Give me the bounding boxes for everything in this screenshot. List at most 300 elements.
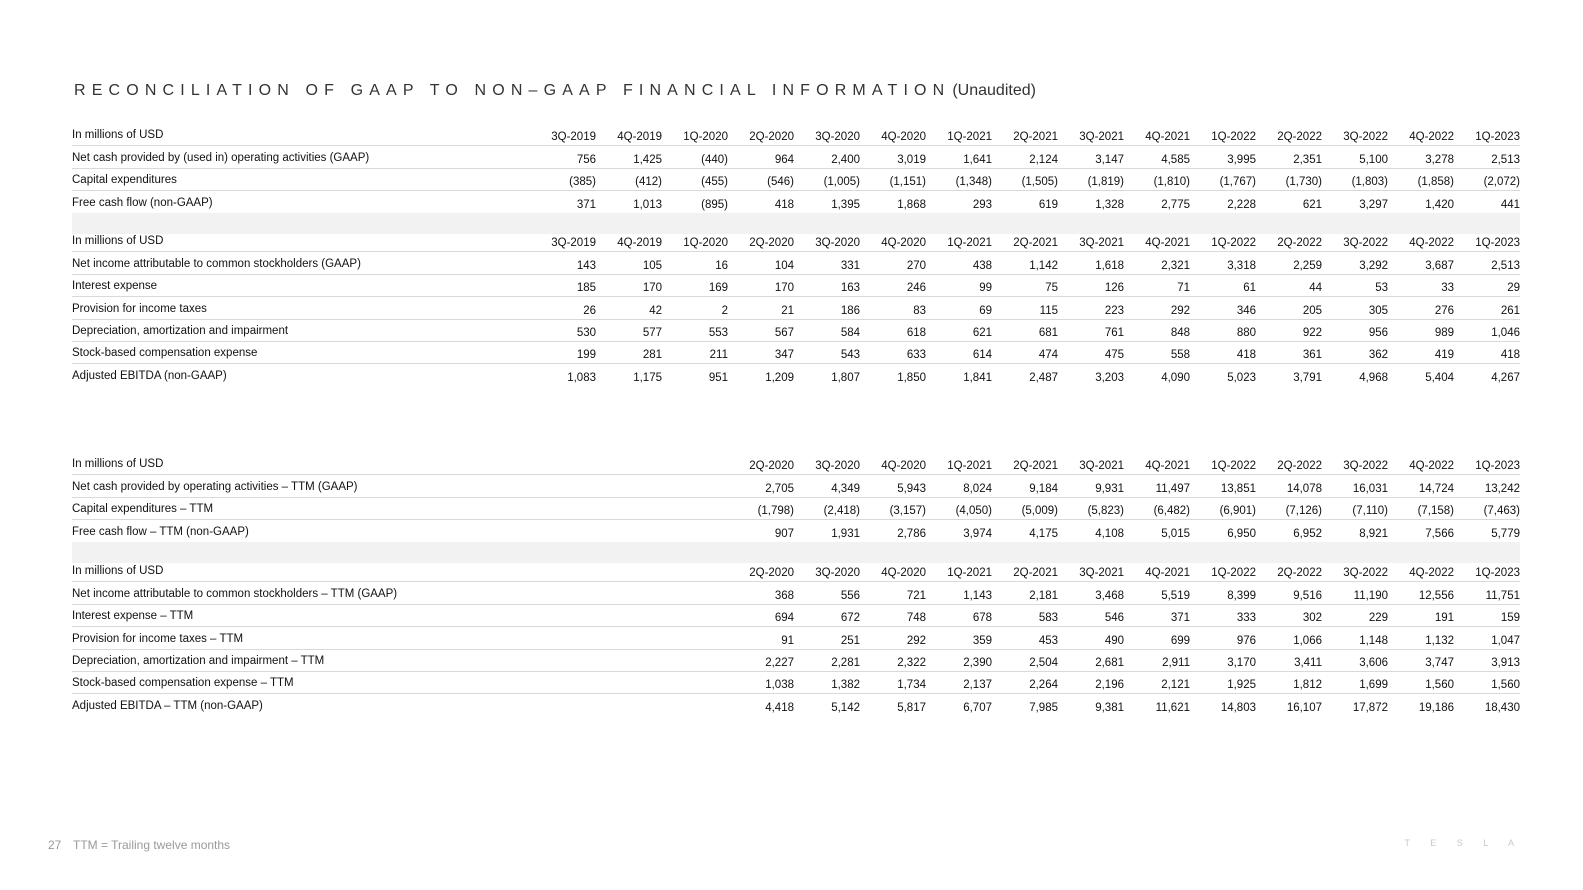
row-values xyxy=(728,657,1520,669)
row-label: Stock-based compensation expense – TTM xyxy=(72,677,294,690)
table-cell: 4Q-2022 xyxy=(1409,460,1454,473)
table-cell: 4,585 xyxy=(1161,153,1190,166)
table-cell: 205 xyxy=(1302,304,1322,317)
table-cell: 2,487 xyxy=(1029,371,1058,384)
table-cell: 4,108 xyxy=(1095,527,1124,540)
table-cell: (4,050) xyxy=(955,505,992,518)
table-cell: 7,566 xyxy=(1425,527,1454,540)
row-label: In millions of USD xyxy=(72,129,164,142)
table-cell: 2,911 xyxy=(1162,656,1190,669)
table-cell: 619 xyxy=(1038,198,1058,211)
table-cell: 1Q-2022 xyxy=(1211,131,1256,144)
table-cell: 11,621 xyxy=(1155,701,1190,714)
table-cell: 331 xyxy=(840,259,860,272)
table-cell: 2,124 xyxy=(1029,153,1058,166)
table-cell: (5,823) xyxy=(1087,505,1124,518)
table-cell: 2,321 xyxy=(1161,259,1190,272)
table-cell: 2Q-2021 xyxy=(1013,131,1058,144)
table-cell: 2Q-2020 xyxy=(749,237,794,250)
table-cell: 199 xyxy=(576,349,596,362)
table-cell: 2,390 xyxy=(963,656,992,669)
table-cell: 16,031 xyxy=(1352,482,1388,495)
table-cell: 1,143 xyxy=(963,589,992,602)
table-cell: 26 xyxy=(583,304,596,317)
table-cell: 11,751 xyxy=(1485,589,1520,602)
table-cell: 1Q-2023 xyxy=(1475,131,1520,144)
table-cell: 251 xyxy=(840,634,860,647)
table-cell: 13,851 xyxy=(1220,482,1256,495)
row-label: Depreciation, amortization and impairment xyxy=(72,324,289,337)
table-cell: 1,560 xyxy=(1491,679,1520,692)
table-cell: 2Q-2022 xyxy=(1277,460,1322,473)
table-cell: 907 xyxy=(774,527,794,540)
table-adjusted-ebitda xyxy=(72,230,1520,386)
table-cell: 2Q-2021 xyxy=(1013,237,1058,250)
table-cell: 5,404 xyxy=(1425,371,1454,384)
table-cell: 922 xyxy=(1302,326,1322,339)
table-cell: 11,497 xyxy=(1155,482,1190,495)
row-label: Adjusted EBITDA – TTM (non-GAAP) xyxy=(72,699,263,712)
table-cell: 29 xyxy=(1507,282,1520,295)
table-cell: 3,468 xyxy=(1095,589,1124,602)
table-header-row xyxy=(72,453,1520,475)
table-cell: 3Q-2020 xyxy=(815,567,860,580)
table-cell: (6,482) xyxy=(1153,505,1190,518)
table-cell: 126 xyxy=(1104,282,1124,295)
table-cell: 261 xyxy=(1500,304,1520,317)
table-row xyxy=(72,252,1520,274)
table-cell: 292 xyxy=(906,634,926,647)
table-cell: 2,227 xyxy=(765,656,794,669)
table-cell: 143 xyxy=(576,259,596,272)
table-cell: 699 xyxy=(1170,634,1190,647)
table-cell: (1,151) xyxy=(889,176,926,189)
table-cell: 223 xyxy=(1104,304,1124,317)
table-cell: 1Q-2021 xyxy=(947,131,992,144)
table-cell: 11,190 xyxy=(1353,589,1388,602)
row-label: Interest expense – TTM xyxy=(72,610,194,623)
table-cell: 83 xyxy=(913,304,926,317)
table-row xyxy=(72,169,1520,191)
table-cell: 4Q-2021 xyxy=(1145,460,1190,473)
table-cell: 276 xyxy=(1434,304,1454,317)
table-cell: 5,943 xyxy=(897,482,926,495)
table-cell: 1,699 xyxy=(1359,679,1388,692)
table-cell: 4Q-2020 xyxy=(881,131,926,144)
table-cell: 4Q-2022 xyxy=(1409,237,1454,250)
table-cell: 1Q-2023 xyxy=(1475,567,1520,580)
table-row xyxy=(72,520,1520,541)
row-label: Free cash flow (non-GAAP) xyxy=(72,196,213,209)
table-cell: 2,775 xyxy=(1161,198,1190,211)
table-cell: (895) xyxy=(701,198,728,211)
table-cell: 621 xyxy=(972,326,992,339)
table-cell: 1Q-2023 xyxy=(1475,237,1520,250)
table-cell: 1,148 xyxy=(1359,634,1388,647)
table-cell: 12,556 xyxy=(1418,589,1454,602)
table-cell: 6,952 xyxy=(1293,527,1322,540)
table-cell: 1,560 xyxy=(1425,679,1454,692)
table-cell: 756 xyxy=(576,153,596,166)
table-cell: (1,858) xyxy=(1417,176,1454,189)
table-cell: 4Q-2019 xyxy=(617,237,662,250)
row-values xyxy=(530,260,1520,272)
row-values xyxy=(530,131,1520,143)
table-cell: 2,281 xyxy=(831,656,860,669)
row-label: Provision for income taxes xyxy=(72,302,207,315)
table-cell: 3Q-2022 xyxy=(1343,567,1388,580)
table-cell: 3Q-2020 xyxy=(815,131,860,144)
table-cell: (385) xyxy=(569,176,596,189)
table-cell: 293 xyxy=(972,198,992,211)
table-cell: 14,724 xyxy=(1418,482,1454,495)
table-cell: 3,170 xyxy=(1227,656,1256,669)
table-cell: 16 xyxy=(715,259,728,272)
table-cell: 1,175 xyxy=(633,371,662,384)
table-cell: 1,850 xyxy=(897,371,926,384)
table-cell: 1Q-2021 xyxy=(947,567,992,580)
table-cell: 1,807 xyxy=(831,371,860,384)
footer-note: TTM = Trailing twelve months xyxy=(73,838,231,852)
table-cell: 9,516 xyxy=(1293,589,1322,602)
table-cell: (546) xyxy=(767,176,794,189)
table-cell: 1,812 xyxy=(1293,679,1322,692)
page-title xyxy=(74,82,1036,100)
table-cell: (455) xyxy=(701,176,728,189)
table-cell: 475 xyxy=(1104,349,1124,362)
table-cell: 9,184 xyxy=(1029,482,1058,495)
table-cell: 5,779 xyxy=(1491,527,1520,540)
table-cell: (2,072) xyxy=(1483,176,1520,189)
table-row xyxy=(72,582,1520,604)
table-cell: 1Q-2020 xyxy=(683,131,728,144)
table-cell: 1Q-2022 xyxy=(1211,237,1256,250)
table-cell: 75 xyxy=(1045,282,1058,295)
table-cell: (7,126) xyxy=(1285,505,1322,518)
table-cell: 1Q-2023 xyxy=(1475,460,1520,473)
row-values xyxy=(728,635,1520,647)
row-values xyxy=(530,199,1520,211)
table-cell: (440) xyxy=(701,153,728,166)
table-cell: (1,803) xyxy=(1351,176,1388,189)
table-cell: 3,974 xyxy=(963,527,992,540)
tesla-logo: T E S L A xyxy=(1404,838,1523,848)
table-cell: 8,921 xyxy=(1359,527,1388,540)
table-cell: 474 xyxy=(1038,349,1058,362)
row-label: Net income attributable to common stockholders – TTM (GAAP) xyxy=(72,587,398,600)
table-cell: 721 xyxy=(906,589,926,602)
table-cell: 558 xyxy=(1170,349,1190,362)
table-cell: 3Q-2022 xyxy=(1343,460,1388,473)
table-cell: (3,157) xyxy=(889,505,926,518)
table-cell: 69 xyxy=(979,304,992,317)
table-cell: 2Q-2020 xyxy=(749,567,794,580)
table-cell: (1,819) xyxy=(1087,176,1124,189)
table-cell: 333 xyxy=(1236,612,1256,625)
table-cell: (7,110) xyxy=(1352,505,1388,518)
table-cell: 1,038 xyxy=(765,679,794,692)
table-cell: 761 xyxy=(1104,326,1124,339)
row-values xyxy=(728,460,1520,472)
table-cell: 4Q-2019 xyxy=(617,131,662,144)
table-cell: 2Q-2022 xyxy=(1277,237,1322,250)
table-cell: 191 xyxy=(1434,612,1454,625)
table-cell: (1,798) xyxy=(757,505,794,518)
table-cell: 621 xyxy=(1302,198,1322,211)
table-cell: 3,019 xyxy=(897,153,926,166)
table-cell: 14,803 xyxy=(1220,701,1256,714)
table-cell: 14,078 xyxy=(1286,482,1322,495)
table-cell: 748 xyxy=(906,612,926,625)
table-cell: 681 xyxy=(1038,326,1058,339)
table-cell: 4,418 xyxy=(765,701,794,714)
row-label: Net cash provided by (used in) operating activities (GAAP) xyxy=(72,151,370,164)
row-label: Net cash provided by operating activities – TTM (GAAP) xyxy=(72,480,358,493)
table-cell: 2,786 xyxy=(897,527,926,540)
row-label: Net income attributable to common stockholders (GAAP) xyxy=(72,257,361,270)
table-cell: 2,513 xyxy=(1491,153,1520,166)
table-cell: 618 xyxy=(906,326,926,339)
row-label: Depreciation, amortization and impairment – TTM xyxy=(72,654,325,667)
table-cell: 4,175 xyxy=(1029,527,1058,540)
table-row xyxy=(72,364,1520,385)
table-cell: 418 xyxy=(774,198,794,211)
row-label: Adjusted EBITDA (non-GAAP) xyxy=(72,369,227,382)
table-cell: 418 xyxy=(1236,349,1256,362)
table-cell: 3Q-2022 xyxy=(1343,131,1388,144)
table-row xyxy=(72,650,1520,672)
title-subtitle: (Unaudited) xyxy=(952,82,1036,99)
table-cell: 1Q-2022 xyxy=(1211,460,1256,473)
table-cell: 371 xyxy=(576,198,596,211)
table-cell: 2,228 xyxy=(1227,198,1256,211)
table-cell: 5,519 xyxy=(1161,589,1190,602)
table-cell: 2,121 xyxy=(1161,679,1190,692)
table-cell: 4Q-2020 xyxy=(881,460,926,473)
table-cell: 530 xyxy=(576,326,596,339)
row-values xyxy=(530,372,1520,384)
table-cell: 1,132 xyxy=(1425,634,1454,647)
table-cell: 5,015 xyxy=(1161,527,1190,540)
row-label: In millions of USD xyxy=(72,235,164,248)
table-cell: (6,901) xyxy=(1219,505,1256,518)
row-label: Interest expense xyxy=(72,280,158,293)
table-cell: 880 xyxy=(1236,326,1256,339)
table-cell: 1,420 xyxy=(1425,198,1454,211)
table-cell: 211 xyxy=(709,349,728,362)
table-cell: (7,463) xyxy=(1483,505,1520,518)
table-cell: 281 xyxy=(642,349,662,362)
table-cell: 976 xyxy=(1236,634,1256,647)
row-values xyxy=(728,567,1520,579)
table-cell: 347 xyxy=(774,349,794,362)
table-cell: 1,734 xyxy=(897,679,926,692)
row-values xyxy=(530,305,1520,317)
table-cell: 1,209 xyxy=(765,371,794,384)
table-cell: 1,328 xyxy=(1095,198,1124,211)
table-cell: 185 xyxy=(576,282,596,295)
row-values xyxy=(530,349,1520,361)
table-cell: 567 xyxy=(774,326,794,339)
row-label: In millions of USD xyxy=(72,565,164,578)
table-header-row xyxy=(72,124,1520,146)
table-cell: 4,090 xyxy=(1161,371,1190,384)
row-values xyxy=(530,327,1520,339)
row-label: Provision for income taxes – TTM xyxy=(72,632,244,645)
row-values xyxy=(728,612,1520,624)
table-cell: (7,158) xyxy=(1417,505,1454,518)
table-cell: 3Q-2020 xyxy=(815,460,860,473)
table-cell: 1,066 xyxy=(1293,634,1322,647)
table-cell: 6,950 xyxy=(1227,527,1256,540)
table-cell: 577 xyxy=(642,326,662,339)
table-cell: 1,925 xyxy=(1227,679,1256,692)
table-cell: 3Q-2021 xyxy=(1079,237,1124,250)
table-cell: 99 xyxy=(979,282,992,295)
table-cell: 3,791 xyxy=(1293,371,1322,384)
table-cell: 1,013 xyxy=(633,198,662,211)
table-row xyxy=(72,672,1520,694)
table-free-cash-flow xyxy=(72,124,1520,234)
table-cell: 105 xyxy=(642,259,662,272)
table-cell: 3Q-2021 xyxy=(1079,131,1124,144)
table-cell: 4Q-2020 xyxy=(881,237,926,250)
table-cell: 553 xyxy=(708,326,728,339)
table-cell: 2,322 xyxy=(897,656,926,669)
table-cell: 1,425 xyxy=(633,153,662,166)
table-cell: 61 xyxy=(1243,282,1256,295)
title-text: RECONCILIATION OF GAAP TO NON–GAAP FINANCIAL INFORMATION xyxy=(74,82,951,99)
table-cell: 2,137 xyxy=(963,679,992,692)
table-cell: 170 xyxy=(642,282,662,295)
table-cell: (412) xyxy=(635,176,662,189)
table-cell: 3,687 xyxy=(1425,259,1454,272)
table-row xyxy=(72,146,1520,168)
table-cell: 848 xyxy=(1170,326,1190,339)
table-cell: 441 xyxy=(1500,198,1520,211)
table-cell: 170 xyxy=(774,282,794,295)
table-cell: 3,606 xyxy=(1359,656,1388,669)
table-cell: 556 xyxy=(840,589,860,602)
table-cell: 1Q-2021 xyxy=(947,237,992,250)
table-cell: 4Q-2021 xyxy=(1145,237,1190,250)
table-row xyxy=(72,320,1520,342)
row-values xyxy=(530,176,1520,188)
table-row xyxy=(72,694,1520,715)
table-cell: 17,872 xyxy=(1352,701,1388,714)
row-label: Free cash flow – TTM (non-GAAP) xyxy=(72,525,249,538)
table-row xyxy=(72,297,1520,319)
table-cell: 42 xyxy=(649,304,662,317)
table-cell: 3,411 xyxy=(1294,656,1322,669)
table-cell: 2Q-2021 xyxy=(1013,567,1058,580)
table-cell: 1,618 xyxy=(1095,259,1124,272)
table-cell: 1,868 xyxy=(897,198,926,211)
table-cell: 543 xyxy=(840,349,860,362)
table-cell: 8,399 xyxy=(1227,589,1256,602)
footer xyxy=(48,838,230,852)
table-cell: 989 xyxy=(1434,326,1454,339)
table-cell: 2,400 xyxy=(831,153,860,166)
table-cell: 3,913 xyxy=(1491,656,1520,669)
table-cell: 1,931 xyxy=(831,527,860,540)
table-adjusted-ebitda-ttm xyxy=(72,560,1520,716)
table-cell: 5,817 xyxy=(897,701,926,714)
table-cell: 956 xyxy=(1368,326,1388,339)
table-cell: 4Q-2021 xyxy=(1145,131,1190,144)
table-cell: 229 xyxy=(1368,612,1388,625)
table-cell: 2,259 xyxy=(1293,259,1322,272)
table-cell: 438 xyxy=(972,259,992,272)
table-cell: 2Q-2022 xyxy=(1277,131,1322,144)
table-cell: 3,995 xyxy=(1227,153,1256,166)
table-cell: 2,513 xyxy=(1491,259,1520,272)
table-cell: 5,142 xyxy=(831,701,860,714)
table-cell: 115 xyxy=(1039,304,1058,317)
row-values xyxy=(728,483,1520,495)
table-cell: 3,203 xyxy=(1095,371,1124,384)
table-cell: (1,767) xyxy=(1219,176,1256,189)
table-cell: 3,297 xyxy=(1359,198,1388,211)
table-cell: 3Q-2021 xyxy=(1079,460,1124,473)
table-cell: 3Q-2021 xyxy=(1079,567,1124,580)
table-cell: 8,024 xyxy=(963,482,992,495)
table-cell: 1,641 xyxy=(963,153,992,166)
table-cell: 2,504 xyxy=(1029,656,1058,669)
table-cell: 2,181 xyxy=(1029,589,1058,602)
table-cell: 13,242 xyxy=(1484,482,1520,495)
table-cell: 453 xyxy=(1038,634,1058,647)
table-cell: 5,100 xyxy=(1359,153,1388,166)
table-cell: 169 xyxy=(708,282,728,295)
table-cell: 159 xyxy=(1500,612,1520,625)
row-values xyxy=(728,679,1520,691)
table-cell: 186 xyxy=(840,304,860,317)
row-label: In millions of USD xyxy=(72,458,164,471)
table-row xyxy=(72,191,1520,212)
table-cell: 2Q-2022 xyxy=(1277,567,1322,580)
table-row xyxy=(72,475,1520,497)
row-values xyxy=(728,505,1520,517)
table-cell: 1,047 xyxy=(1491,634,1520,647)
table-cell: 672 xyxy=(840,612,860,625)
table-cell: 2Q-2020 xyxy=(749,131,794,144)
table-cell: 1Q-2020 xyxy=(683,237,728,250)
page-number: 27 xyxy=(48,838,62,852)
table-cell: 1Q-2022 xyxy=(1211,567,1256,580)
table-cell: (1,005) xyxy=(823,176,860,189)
table-cell: 18,430 xyxy=(1484,701,1520,714)
table-cell: 3Q-2022 xyxy=(1343,237,1388,250)
row-label: Capital expenditures xyxy=(72,174,177,187)
row-label: Capital expenditures – TTM xyxy=(72,503,214,516)
table-cell: 3,747 xyxy=(1425,656,1454,669)
table-cell: 951 xyxy=(708,371,728,384)
table-row xyxy=(72,627,1520,649)
table-cell: 9,931 xyxy=(1095,482,1124,495)
table-cell: 292 xyxy=(1170,304,1190,317)
table-cell: 1,841 xyxy=(963,371,992,384)
table-cell: 33 xyxy=(1441,282,1454,295)
table-cell: 4Q-2022 xyxy=(1409,567,1454,580)
table-cell: 305 xyxy=(1368,304,1388,317)
row-values xyxy=(530,154,1520,166)
table-cell: 4,968 xyxy=(1359,371,1388,384)
table-cell: 2 xyxy=(721,304,728,317)
table-cell: 694 xyxy=(774,612,794,625)
table-cell: 7,985 xyxy=(1029,701,1058,714)
table-cell: (2,418) xyxy=(823,505,860,518)
